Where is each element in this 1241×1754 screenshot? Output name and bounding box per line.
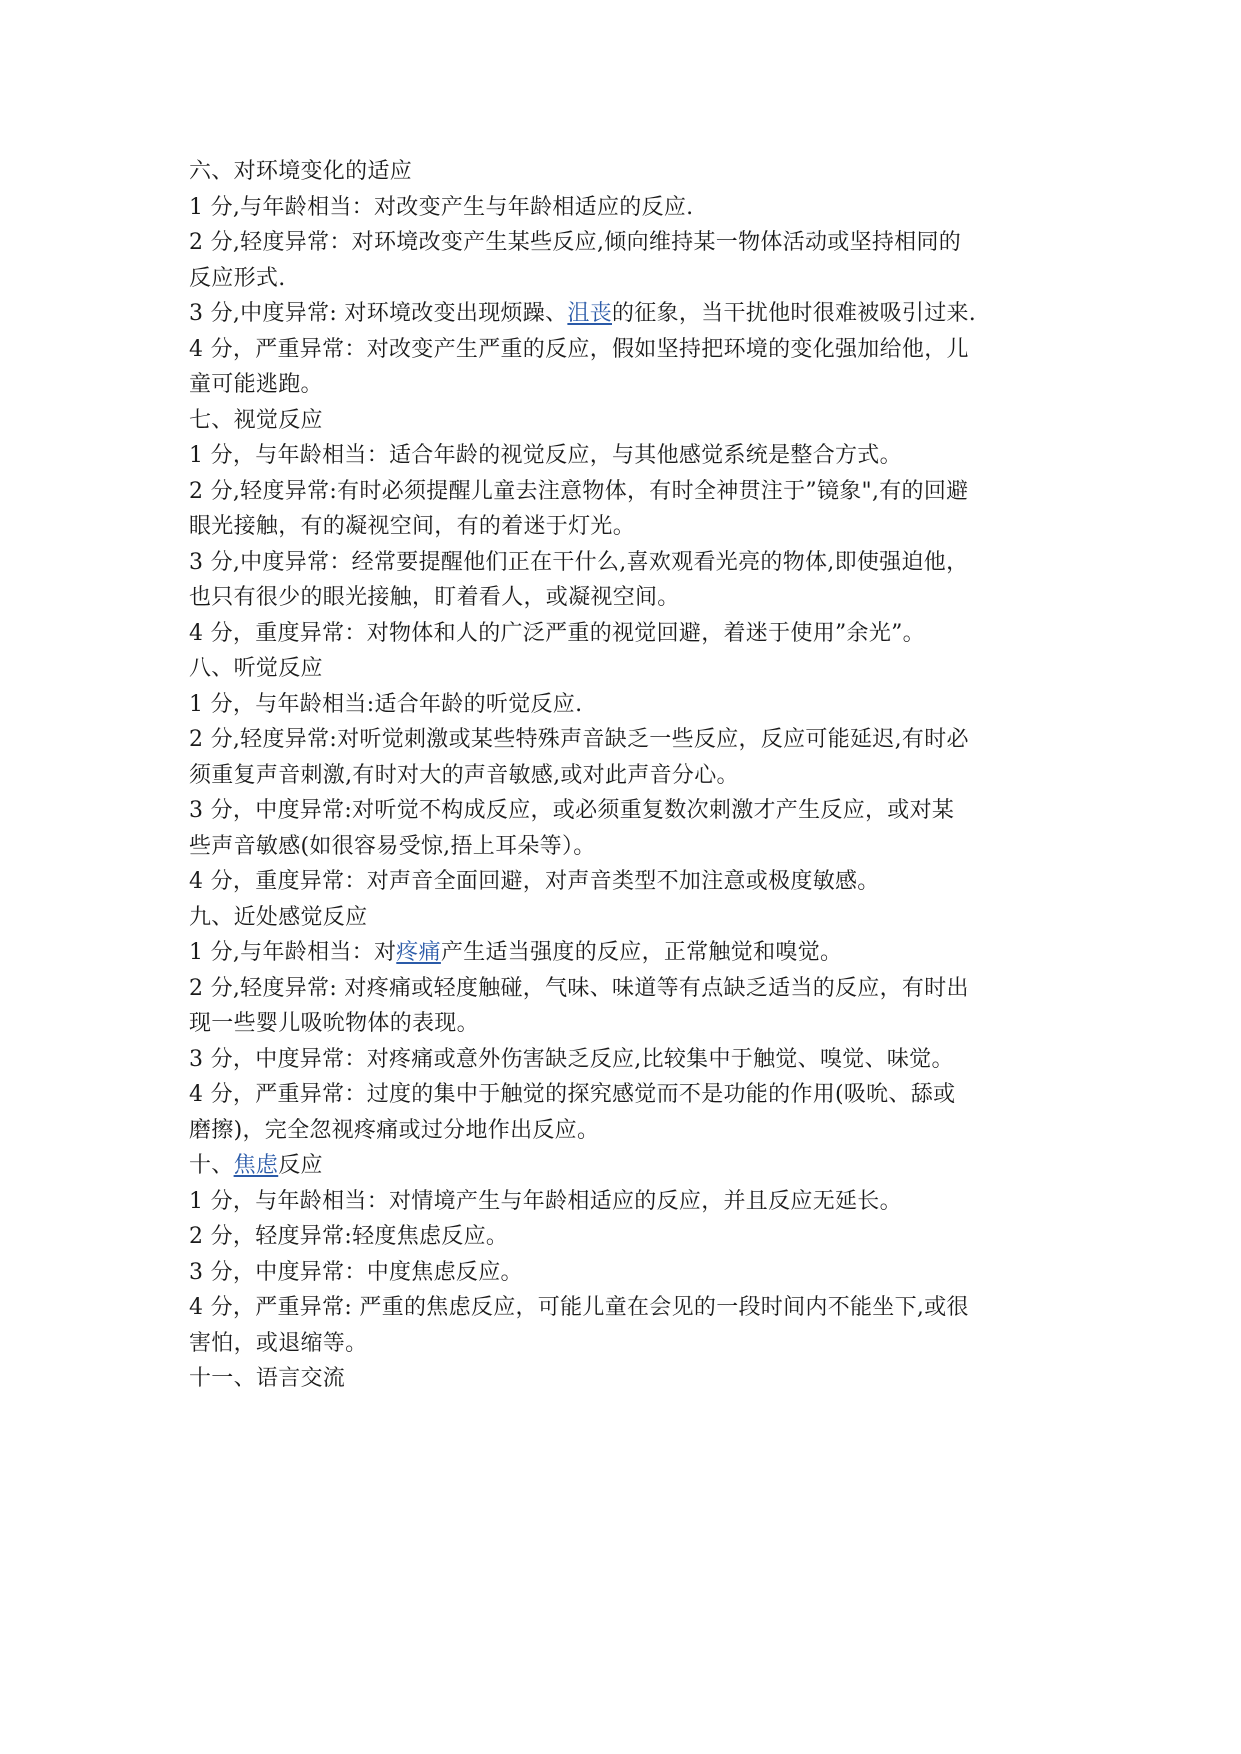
text-line	[189, 296, 1059, 332]
text-line	[189, 829, 1059, 865]
text-line	[189, 261, 1059, 297]
text-run: 2 分,轻度异常:对听觉刺激或某些特殊声音缺乏一些反应，反应可能延迟,有时必	[189, 727, 969, 752]
text-line	[189, 190, 1059, 226]
document-page	[189, 154, 1059, 1397]
text-run: 现一些婴儿吸吮物体的表现。	[189, 1011, 479, 1036]
text-run: 4 分，重度异常：对声音全面回避，对声音类型不加注意或极度敏感。	[189, 869, 880, 894]
text-line	[189, 332, 1059, 368]
text-run: 的征象，当干扰他时很难被吸引过来.	[612, 301, 977, 326]
text-line	[189, 722, 1059, 758]
section-heading-line	[189, 1361, 1059, 1397]
text-run: 1 分，与年龄相当：适合年龄的视觉反应，与其他感觉系统是整合方式。	[189, 443, 902, 468]
text-line	[189, 793, 1059, 829]
text-run: 3 分，中度异常:对听觉不构成反应，或必须重复数次刺激才产生反应，或对某	[189, 798, 955, 823]
section-s7	[189, 403, 1059, 652]
text-run: 六、对环境变化的适应	[189, 159, 413, 184]
text-run: 九、近处感觉反应	[189, 904, 368, 930]
text-run: 2 分，轻度异常:轻度焦虑反应。	[189, 1224, 509, 1249]
text-line	[189, 225, 1059, 261]
text-run: 3 分,中度异常: 对环境改变出现烦躁、	[189, 301, 568, 326]
text-run: 3 分，中度异常：中度焦虑反应。	[189, 1259, 523, 1285]
text-run: 1 分,与年龄相当：对改变产生与年龄相适应的反应.	[189, 194, 694, 220]
text-line	[189, 509, 1059, 545]
text-run: 4 分，严重异常: 严重的焦虑反应，可能儿童在会见的一段时间内不能坐下,或很	[189, 1295, 969, 1320]
text-line	[189, 758, 1059, 794]
text-run: 害怕，或退缩等。	[189, 1330, 368, 1356]
text-run: 反应形式.	[189, 265, 286, 291]
text-run: 1 分，与年龄相当:适合年龄的听觉反应.	[189, 691, 583, 717]
text-run: 3 分，中度异常：对疼痛或意外伤害缺乏反应,比较集中于触觉、嗅觉、味觉。	[189, 1046, 954, 1072]
text-run: 1 分,与年龄相当：对	[189, 940, 397, 965]
text-run: 七、视觉反应	[189, 407, 323, 433]
text-run: 1 分，与年龄相当：对情境产生与年龄相适应的反应，并且反应无延长。	[189, 1188, 902, 1214]
text-line	[189, 1219, 1059, 1255]
section-s6	[189, 154, 1059, 403]
section-s9	[189, 900, 1059, 1149]
text-run: 须重复声音刺激,有时对大的声音敏感,或对此声音分心。	[189, 762, 739, 788]
text-line	[189, 864, 1059, 900]
section-s8	[189, 651, 1059, 900]
section-heading-line	[189, 154, 1059, 190]
text-run: 3 分,中度异常：经常要提醒他们正在干什么,喜欢观看光亮的物体,即使强迫他，	[189, 549, 969, 575]
term-link[interactable]: 焦虑	[233, 1153, 279, 1178]
text-line	[189, 1042, 1059, 1078]
text-run: 磨擦)，完全忽视疼痛或过分地作出反应。	[189, 1117, 600, 1143]
term-link[interactable]: 沮丧	[567, 301, 612, 326]
text-line	[189, 616, 1059, 652]
text-run: 也只有很少的眼光接触，盯着看人，或凝视空间。	[189, 585, 680, 610]
text-line	[189, 1077, 1059, 1113]
section-heading-line	[189, 1148, 1059, 1184]
text-line	[189, 580, 1059, 616]
text-line	[189, 367, 1059, 403]
text-run: 4 分，严重异常：过度的集中于触觉的探究感觉而不是功能的作用(吸吮、舔或	[189, 1082, 956, 1107]
text-line	[189, 1113, 1059, 1149]
text-line	[189, 1006, 1059, 1042]
text-line	[189, 971, 1059, 1007]
text-run: 产生适当强度的反应，正常触觉和嗅觉。	[440, 940, 843, 965]
text-line	[189, 545, 1059, 581]
text-run: 眼光接触，有的凝视空间，有的着迷于灯光。	[189, 514, 636, 539]
text-line	[189, 1290, 1059, 1326]
text-run: 些声音敏感(如很容易受惊,捂上耳朵等）。	[189, 833, 596, 859]
section-heading-line	[189, 651, 1059, 687]
text-line	[189, 1326, 1059, 1362]
section-heading-line	[189, 403, 1059, 439]
text-run: 八、听觉反应	[189, 656, 323, 681]
text-run: 2 分,轻度异常: 对疼痛或轻度触碰，气味、味道等有点缺乏适当的反应，有时出	[189, 975, 969, 1001]
text-run: 4 分，严重异常：对改变产生严重的反应，假如坚持把环境的变化强加给他，儿	[189, 336, 969, 362]
section-s10	[189, 1148, 1059, 1361]
text-line	[189, 438, 1059, 474]
text-run: 2 分,轻度异常:有时必须提醒儿童去注意物体，有时全神贯注于”镜象",有的回避	[189, 478, 969, 504]
text-line	[189, 687, 1059, 723]
text-run: 十一、语言交流	[189, 1366, 346, 1391]
section-heading-line	[189, 900, 1059, 936]
text-run: 十、	[189, 1153, 234, 1178]
term-link[interactable]: 疼痛	[396, 940, 441, 965]
text-line	[189, 474, 1059, 510]
text-run: 反应	[278, 1153, 323, 1178]
text-line	[189, 1184, 1059, 1220]
text-run: 4 分，重度异常：对物体和人的广泛严重的视觉回避，着迷于使用”余光”。	[189, 620, 925, 646]
text-line	[189, 935, 1059, 971]
text-run: 童可能逃跑。	[189, 372, 323, 397]
section-s11	[189, 1361, 1059, 1397]
text-run: 2 分,轻度异常：对环境改变产生某些反应,倾向维持某一物体活动或坚持相同的	[189, 230, 962, 255]
text-line	[189, 1255, 1059, 1291]
